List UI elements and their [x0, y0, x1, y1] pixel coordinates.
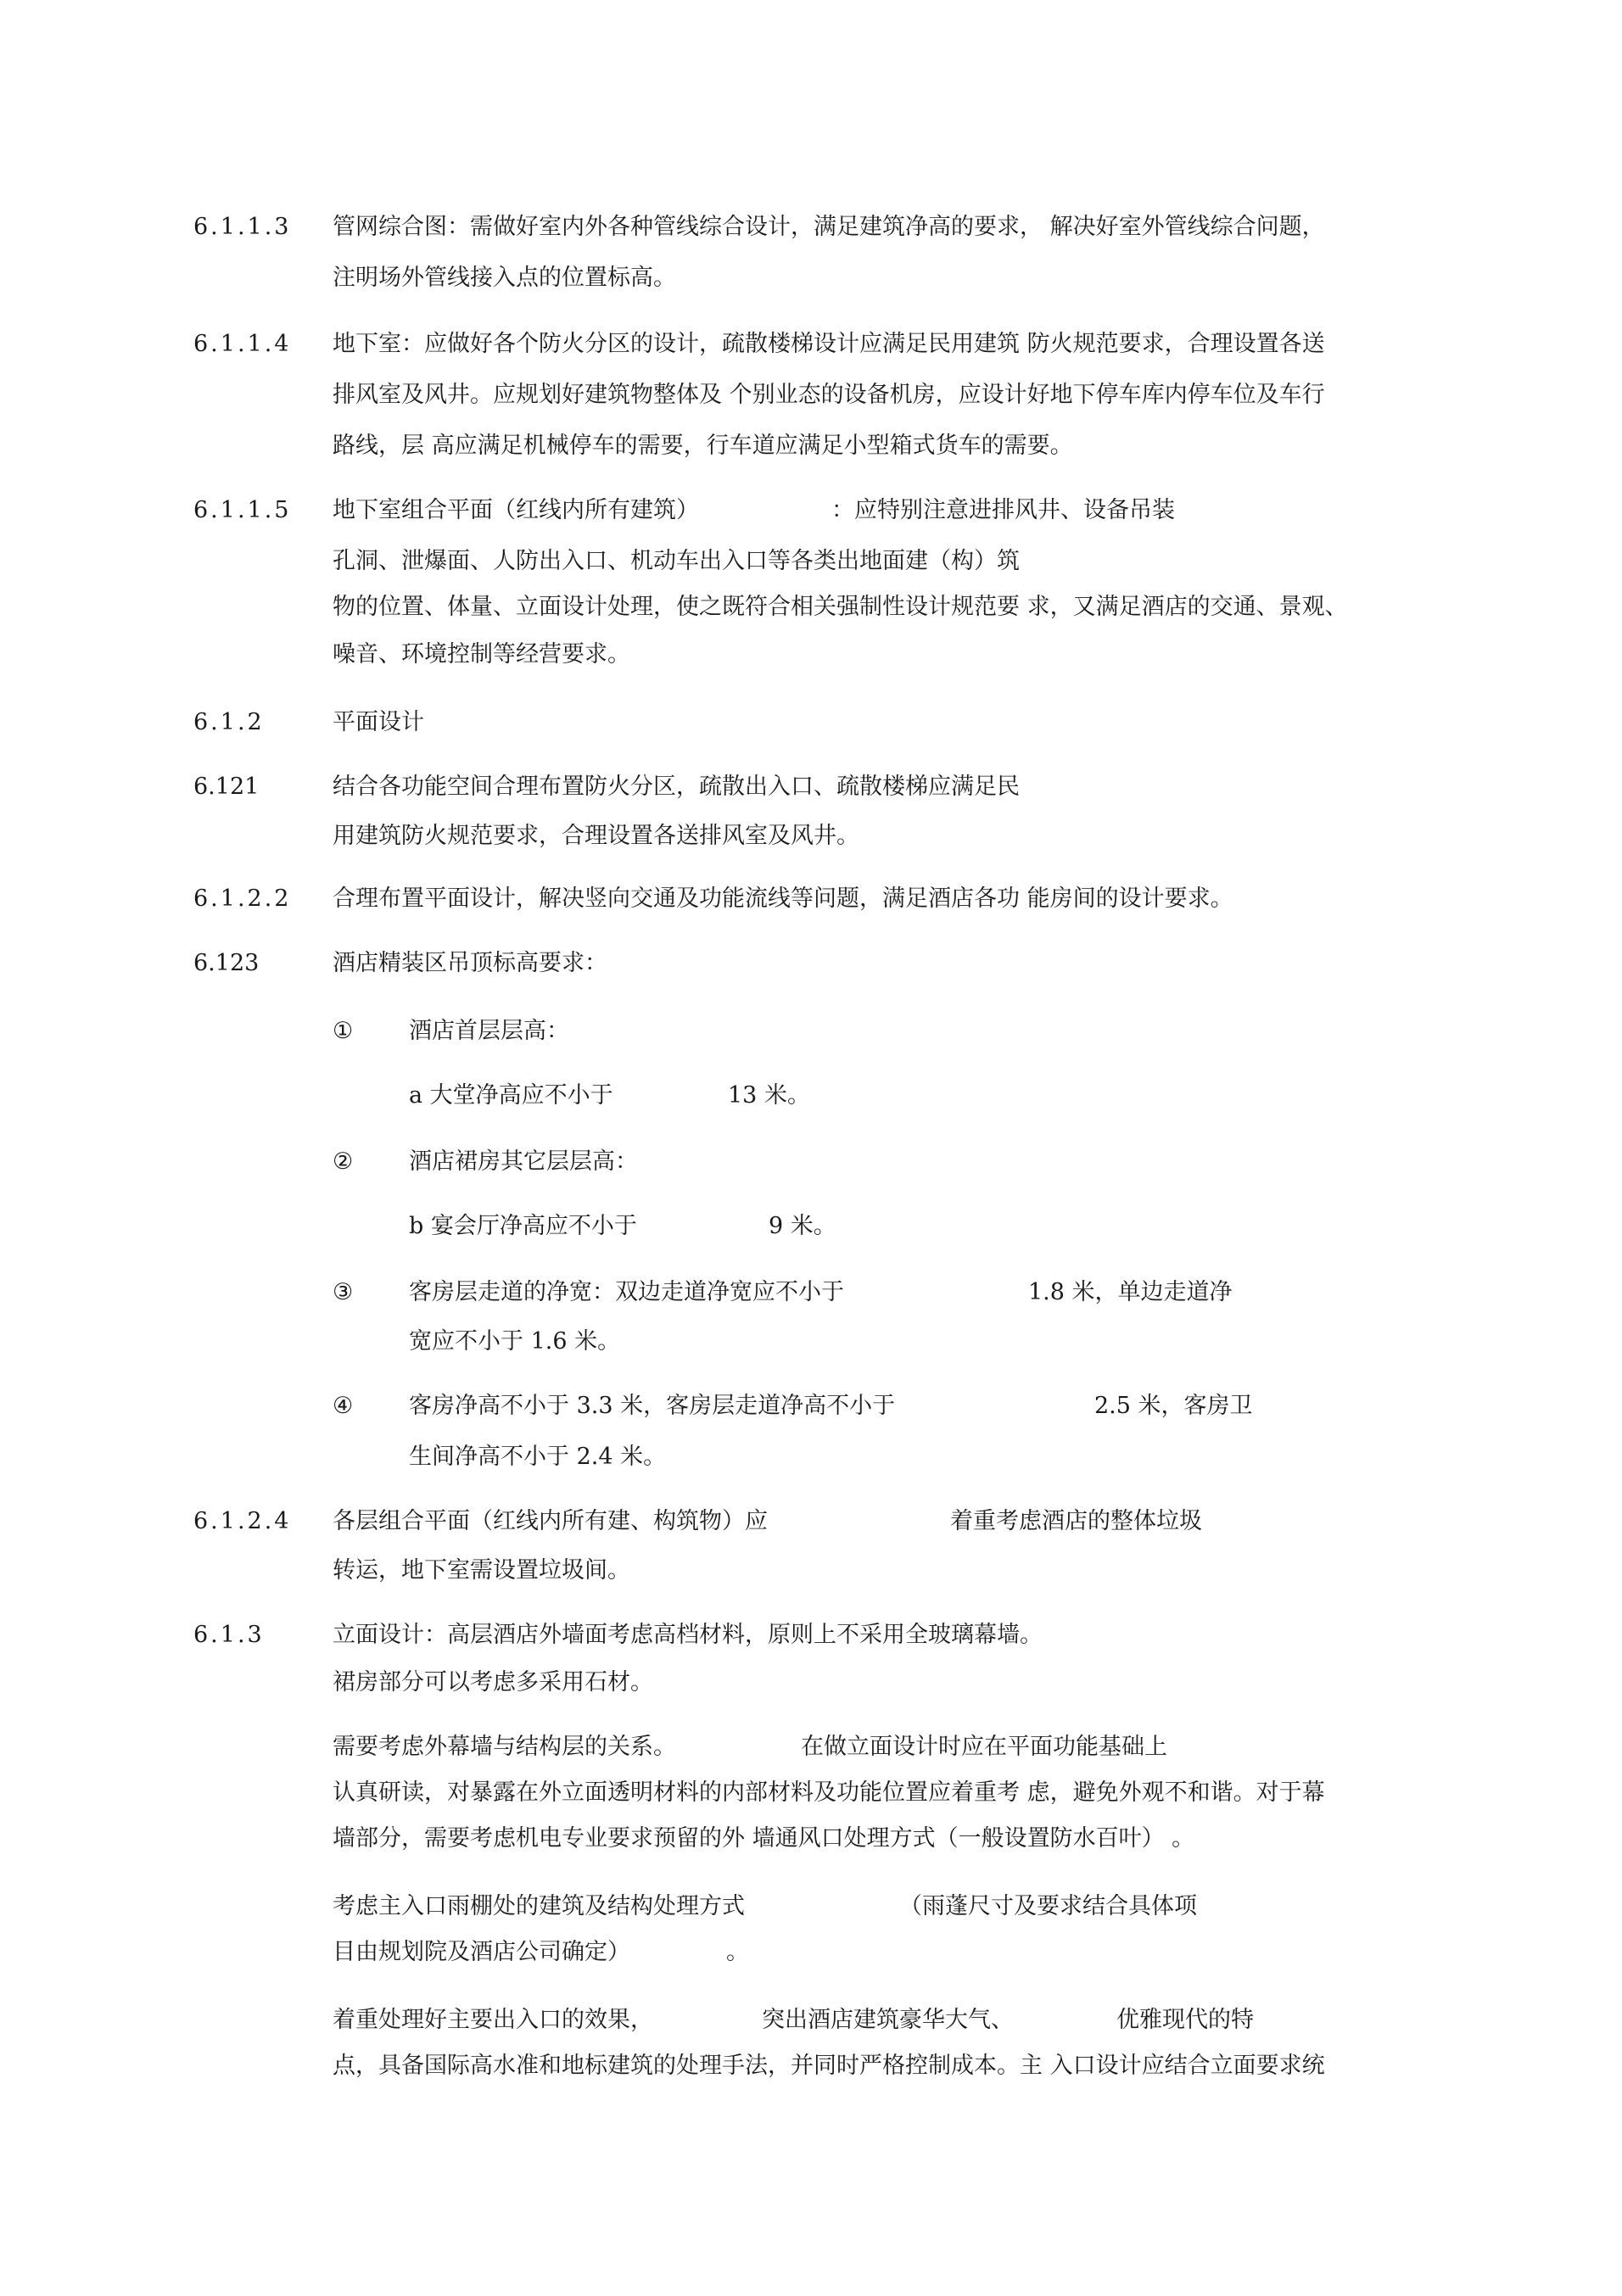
paragraph-line: 着重考虑酒店的整体垃圾	[950, 1508, 1202, 1534]
paragraph-line: 。	[726, 1939, 749, 1965]
paragraph-line: ：应特别注意进排风井、设备吊装	[831, 497, 1175, 523]
list-item-text: 客房净高不小于 3.3 米，客房层走道净高不小于	[409, 1393, 896, 1419]
section-number: 6.1.3	[193, 1622, 265, 1648]
paragraph-line: 地下室：应做好各个防火分区的设计，疏散楼梯设计应满足民用建筑 防火规范要求，合理设置各送	[333, 331, 1325, 357]
paragraph-line: 孔洞、泄爆面、人防出入口、机动车出入口等各类出地面建（构）筑	[333, 548, 1020, 574]
list-marker: ①	[333, 1018, 354, 1044]
list-marker: ②	[333, 1148, 354, 1175]
list-item-text: 酒店裙房其它层层高：	[409, 1148, 638, 1175]
paragraph-line: 管网综合图：需做好室内外各种管线综合设计，满足建筑净高的要求， 解决好室外管线综合问题，	[333, 214, 1325, 240]
list-item-text: 1.8 米，单边走道净	[1028, 1279, 1233, 1305]
paragraph-line: 路线，层 高应满足机械停车的需要，行车道应满足小型箱式货车的需要。	[333, 433, 1073, 459]
paragraph-line: （雨蓬尺寸及要求结合具体项	[899, 1893, 1197, 1919]
section-number: 6.1.1.3	[193, 214, 292, 240]
list-subitem: a 大堂净高应不小于	[409, 1082, 613, 1109]
list-subitem-value: 9 米。	[769, 1213, 836, 1239]
paragraph-line: 噪音、环境控制等经营要求。	[333, 641, 630, 668]
list-item-text: 酒店首层层高：	[409, 1018, 569, 1044]
paragraph-line: 各层组合平面（红线内所有建、构筑物）应	[333, 1508, 768, 1534]
list-subitem: b 宴会厅净高应不小于	[409, 1213, 637, 1239]
section-number: 6.1.2.2	[193, 885, 292, 912]
list-item-text: 客房层走道的净宽：双边走道净宽应不小于	[409, 1279, 844, 1305]
section-number: 6.123	[193, 950, 260, 976]
paragraph-line: 转运，地下室需设置垃圾间。	[333, 1557, 630, 1584]
list-marker: ④	[333, 1393, 354, 1419]
paragraph-line: 需要考虑外幕墙与结构层的关系。	[333, 1734, 676, 1760]
paragraph-line: 着重处理好主要出入口的效果，	[333, 2007, 653, 2033]
paragraph-line: 突出酒店建筑豪华大气、	[762, 2007, 1014, 2033]
paragraph-line: 点，具备国际高水准和地标建筑的处理手法，并同时严格控制成本。主 入口设计应结合立面要求统	[333, 2053, 1325, 2079]
paragraph-line: 结合各功能空间合理布置防火分区，疏散出入口、疏散楼梯应满足民	[333, 774, 1020, 800]
list-subitem-value: 13 米。	[728, 1082, 810, 1109]
paragraph-line: 优雅现代的特	[1116, 2007, 1254, 2033]
paragraph-line: 立面设计：高层酒店外墙面考虑高档材料，原则上不采用全玻璃幕墙。	[333, 1622, 1043, 1648]
paragraph-line: 酒店精装区吊顶标高要求：	[333, 950, 607, 976]
paragraph-line: 认真研读，对暴露在外立面透明材料的内部材料及功能位置应着重考 虑，避免外观不和谐。对于幕	[333, 1779, 1325, 1806]
section-number: 6.1.1.5	[193, 497, 292, 523]
paragraph-line: 排风室及风井。应规划好建筑物整体及 个别业态的设备机房，应设计好地下停车库内停车位及车行	[333, 382, 1325, 408]
paragraph-line: 物的位置、体量、立面设计处理，使之既符合相关强制性设计规范要 求，又满足酒店的交通、景观、	[333, 594, 1348, 620]
paragraph-line: 裙房部分可以考虑多采用石材。	[333, 1669, 653, 1695]
section-number: 6.1.2	[193, 709, 265, 735]
paragraph-line: 用建筑防火规范要求，合理设置各送排风室及风井。	[333, 823, 859, 849]
paragraph-line: 注明场外管线接入点的位置标高。	[333, 265, 676, 291]
section-number: 6.121	[193, 774, 260, 800]
paragraph-line: 在做立面设计时应在平面功能基础上	[801, 1734, 1167, 1760]
paragraph-line: 地下室组合平面（红线内所有建筑）	[333, 497, 699, 523]
list-marker: ③	[333, 1279, 354, 1305]
paragraph-line: 目由规划院及酒店公司确定）	[333, 1939, 630, 1965]
paragraph-line: 考虑主入口雨棚处的建筑及结构处理方式	[333, 1893, 745, 1919]
list-item-text: 2.5 米，客房卫	[1094, 1393, 1253, 1419]
paragraph-line: 合理布置平面设计，解决竖向交通及功能流线等问题，满足酒店各功 能房间的设计要求。	[333, 885, 1233, 912]
paragraph-line: 墙部分，需要考虑机电专业要求预留的外 墙通风口处理方式（一般设置防水百叶） 。	[333, 1825, 1195, 1852]
section-number: 6.1.1.4	[193, 331, 292, 357]
list-item-text: 宽应不小于 1.6 米。	[409, 1328, 621, 1355]
section-number: 6.1.2.4	[193, 1508, 292, 1534]
list-item-text: 生间净高不小于 2.4 米。	[409, 1444, 667, 1470]
section-heading: 平面设计	[333, 709, 424, 735]
